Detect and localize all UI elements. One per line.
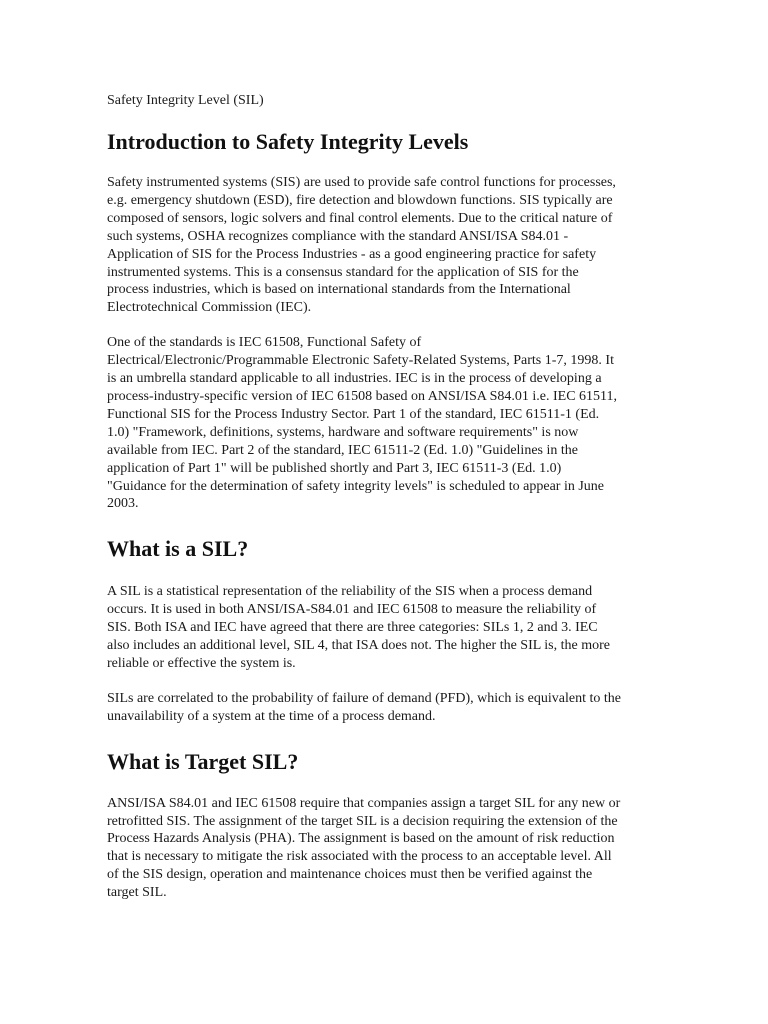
text-line: Application of SIS for the Process Industries - as a good engineering practice for safety — [107, 246, 597, 262]
text-line: A SIL is a statistical representation of the reliability of the SIS when a process demand — [107, 584, 593, 600]
text-line: process industries, which is based on international standards from the International — [107, 282, 571, 298]
paragraph-sil-definition — [107, 583, 663, 673]
text-line: reliable or effective the system is. — [107, 655, 296, 671]
text-line: SILs are correlated to the probability of failure of demand (PFD), which is equivalent to the — [107, 690, 621, 706]
text-line: target SIL. — [107, 885, 167, 901]
text-line: Electrical/Electronic/Programmable Electronic Safety-Related Systems, Parts 1-7, 1998. It — [107, 353, 614, 369]
section-heading-introduction: Introduction to Safety Integrity Levels — [107, 129, 469, 154]
text-line: process-industry-specific version of IEC 61508 based on ANSI/ISA S84.01 i.e. IEC 61511, — [107, 388, 618, 404]
text-line: that is necessary to mitigate the risk associated with the process to an acceptable level. All — [107, 849, 612, 865]
text-line: 2003. — [107, 496, 139, 512]
paragraph-sis-overview — [107, 174, 663, 317]
text-line: "Guidance for the determination of safety integrity levels" is scheduled to appear in June — [107, 478, 604, 494]
section-heading-target-sil: What is Target SIL? — [107, 748, 299, 774]
text-line: unavailability of a system at the time of a process demand. — [107, 708, 436, 724]
document-label: Safety Integrity Level (SIL) — [107, 93, 264, 108]
text-line: Safety instrumented systems (SIS) are used to provide safe control functions for processes, — [107, 175, 616, 190]
text-line: Process Hazards Analysis (PHA). The assignment is based on the amount of risk reduction — [107, 831, 615, 847]
text-line: e.g. emergency shutdown (ESD), fire detection and blowdown functions. SIS typically are — [107, 192, 613, 208]
paragraph-target-sil — [107, 795, 663, 902]
text-line: application of Part 1" will be published shortly and Part 3, IEC 61511-3 (Ed. 1.0) — [107, 460, 562, 476]
text-line: Functional SIS for the Process Industry Sector. Part 1 of the standard, IEC 61511-1 (Ed. — [107, 406, 600, 422]
text-line: retrofitted SIS. The assignment of the target SIL is a decision requiring the extension of the — [107, 813, 618, 829]
text-line: Electrotechnical Commission (IEC). — [107, 300, 312, 316]
paragraph-iec-standards — [107, 334, 663, 513]
document-page — [107, 92, 663, 902]
text-line: SIS. Both ISA and IEC have agreed that there are three categories: SILs 1, 2 and 3. IEC — [107, 620, 598, 636]
text-line: such systems, OSHA recognizes compliance with the standard ANSI/ISA S84.01 - — [107, 228, 569, 244]
text-line: One of the standards is IEC 61508, Functional Safety of — [107, 335, 422, 351]
text-line: occurs. It is used in both ANSI/ISA-S84.01 and IEC 61508 to measure the reliability of — [107, 602, 597, 618]
text-line: composed of sensors, logic solvers and final control elements. Due to the critical nature of — [107, 210, 613, 226]
text-line: of the SIS design, operation and maintenance choices must then be verified against the — [107, 867, 593, 883]
section-heading-what-is-sil: What is a SIL? — [107, 536, 249, 562]
text-line: available from IEC. Part 2 of the standard, IEC 61511-2 (Ed. 1.0) "Guidelines in the — [107, 442, 578, 458]
paragraph-sil-pfd — [107, 690, 663, 726]
text-line: also includes an additional level, SIL 4, that ISA does not. The higher the SIL is, the more — [107, 638, 610, 654]
text-line: ANSI/ISA S84.01 and IEC 61508 require that companies assign a target SIL for any new or — [107, 795, 621, 811]
text-line: is an umbrella standard applicable to all industries. IEC is in the process of developing a — [107, 371, 602, 387]
text-line: 1.0) "Framework, definitions, systems, hardware and software requirements" is now — [107, 424, 579, 440]
text-line: instrumented systems. This is a consensus standard for the application of SIS for the — [107, 264, 579, 280]
